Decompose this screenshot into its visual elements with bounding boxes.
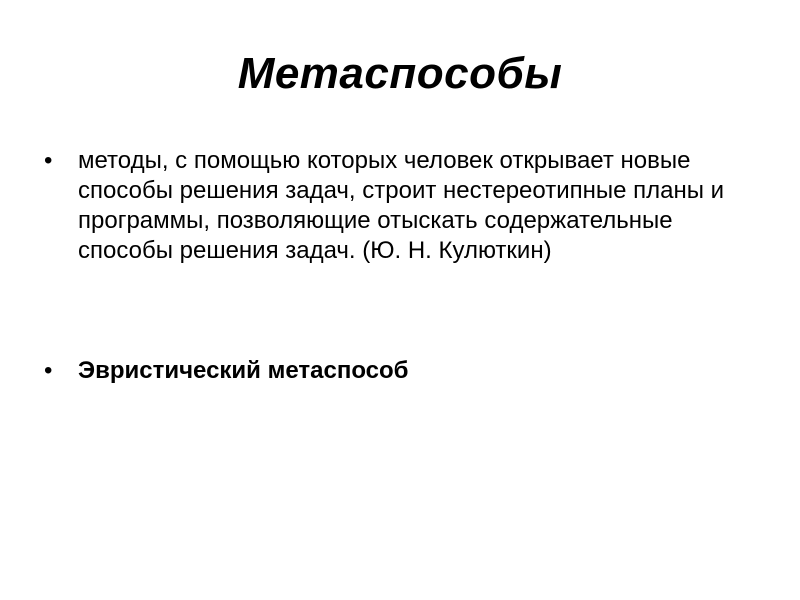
bullet-text: методы, с помощью которых человек открывает новые способы решения задач, строит нестереотипные планы и программы, позволяющие отыскать содержательные способы решения задач. (Ю. Н. Кулюткин) xyxy=(78,147,725,264)
bullet-icon: • xyxy=(44,147,53,174)
bullet-item-definition xyxy=(44,146,764,266)
bullet-list xyxy=(44,146,764,386)
slide-title: Метаспособы xyxy=(237,49,563,98)
bullet-icon: • xyxy=(44,357,53,384)
bullet-item-heuristic xyxy=(44,356,764,386)
bullet-text: Эвристический метаспособ xyxy=(78,357,409,384)
